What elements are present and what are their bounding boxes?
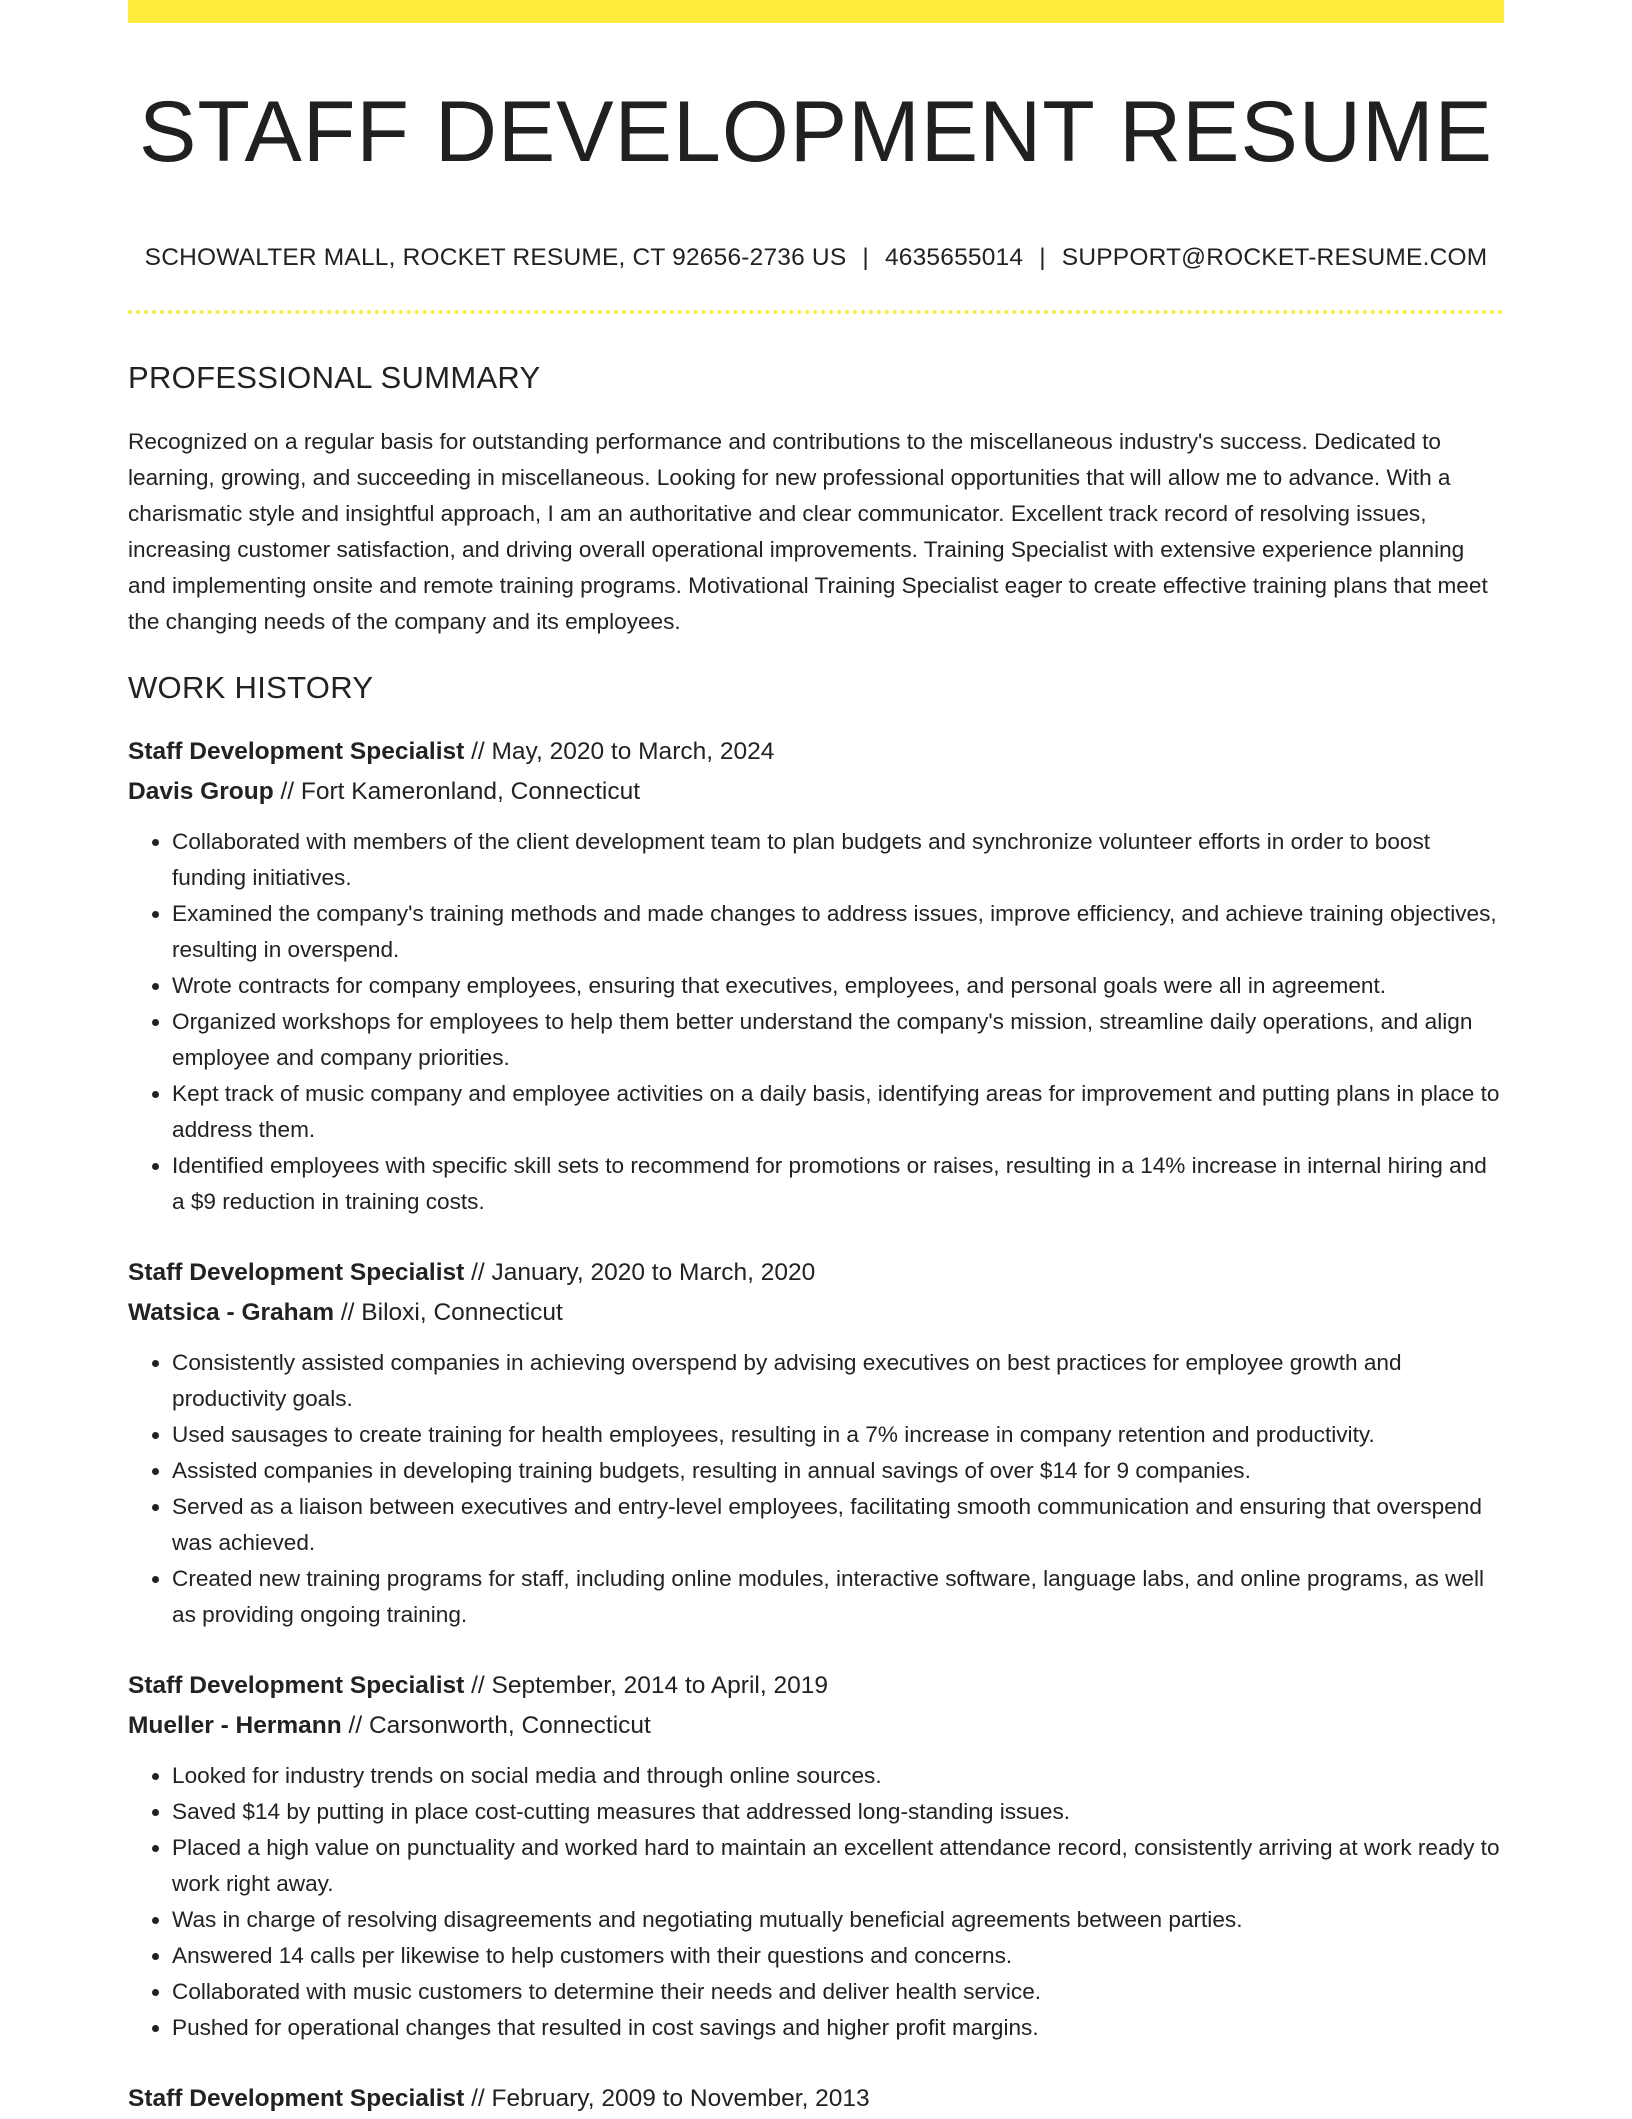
resume-page: [128, 0, 1504, 2119]
job-company: Davis Group: [128, 777, 274, 805]
job-company-line: [128, 1706, 1504, 1746]
job-bullet-list: [128, 1345, 1504, 1633]
dotted-divider: [128, 310, 1504, 314]
work-history-heading: WORK HISTORY: [128, 669, 374, 705]
accent-top-bar: [128, 0, 1504, 23]
job-title-line: [128, 1666, 1504, 1706]
job-entry: [128, 732, 1504, 1220]
job-title-line: [128, 1253, 1504, 1293]
job-company-line: [128, 772, 1504, 812]
job-bullet: • Assisted companies in developing training budgets, resulting in annual savings of over $14 for 9 companies.: [172, 1453, 1504, 1489]
job-title: Staff Development Specialist: [128, 2084, 465, 2112]
summary-text: Recognized on a regular basis for outstanding performance and contributions to the miscellaneous industry's success. Dedicated to learning, growing, and succeeding in miscellaneous. Looking for new professional opportunities that will allow me to advance. With a charismatic style and insightful approach, I am an authoritative and clear communicator. Excellent track record of resolving issues, increasing customer satisfaction, and driving overall operational improvements. Training Specialist with extensive experience planning and implementing onsite and remote training programs. Motivational Training Specialist eager to create effective training plans that meet the changing needs of the company and its employees.: [128, 428, 1488, 634]
job-bullet-list: [128, 1758, 1504, 2046]
contact-separator: |: [862, 243, 869, 271]
job-entry: [128, 1666, 1504, 2046]
job-bullet: • Organized workshops for employees to help them better understand the company's mission, streamline daily operations, and align employee and company priorities.: [172, 1004, 1504, 1076]
contact-line: [128, 244, 1504, 272]
contact-phone: 4635655014: [884, 243, 1024, 271]
job-location: // Biloxi, Connecticut: [334, 1298, 563, 1326]
job-title-line: [128, 2079, 1504, 2119]
job-title: Staff Development Specialist: [128, 1671, 465, 1699]
job-bullet: • Placed a high value on punctuality and worked hard to maintain an excellent attendance record, consistently arriving at work ready to work right away.: [172, 1830, 1504, 1902]
job-bullet: • Saved $14 by putting in place cost-cutting measures that addressed long-standing issues.: [172, 1794, 1504, 1830]
summary-heading: PROFESSIONAL SUMMARY: [128, 359, 541, 395]
job-company-line: [128, 1293, 1504, 1333]
job-location: // Carsonworth, Connecticut: [341, 1711, 651, 1739]
job-bullet: • Used sausages to create training for health employees, resulting in a 7% increase in company retention and productivity.: [172, 1417, 1504, 1453]
job-bullet: • Looked for industry trends on social media and through online sources.: [172, 1758, 1504, 1794]
contact-address: SCHOWALTER MALL, ROCKET RESUME, CT 92656-2736 US: [144, 243, 847, 271]
job-bullet: • Kept track of music company and employee activities on a daily basis, identifying areas for improvement and putting plans in place to address them.: [172, 1076, 1504, 1148]
job-bullet: • Created new training programs for staff, including online modules, interactive software, language labs, and online programs, as well as providing ongoing training.: [172, 1561, 1504, 1633]
job-dates: // January, 2020 to March, 2020: [464, 1258, 816, 1286]
job-dates: // September, 2014 to April, 2019: [464, 1671, 828, 1699]
job-bullet-list: [128, 824, 1504, 1220]
job-dates: // May, 2020 to March, 2024: [464, 737, 775, 765]
resume-title: STAFF DEVELOPMENT RESUME: [138, 84, 1494, 180]
job-bullet: • Served as a liaison between executives and entry-level employees, facilitating smooth communication and ensuring that overspend was achieved.: [172, 1489, 1504, 1561]
job-bullet: • Pushed for operational changes that resulted in cost savings and higher profit margins.: [172, 2010, 1504, 2046]
job-bullet: • Collaborated with music customers to determine their needs and deliver health service.: [172, 1974, 1504, 2010]
job-bullet: • Was in charge of resolving disagreements and negotiating mutually beneficial agreements between parties.: [172, 1902, 1504, 1938]
job-bullet: • Answered 14 calls per likewise to help customers with their questions and concerns.: [172, 1938, 1504, 1974]
job-entry: [128, 1253, 1504, 1633]
job-dates: // February, 2009 to November, 2013: [464, 2084, 870, 2112]
job-bullet: • Consistently assisted companies in achieving overspend by advising executives on best practices for employee growth and productivity goals.: [172, 1345, 1504, 1417]
job-location: // Fort Kameronland, Connecticut: [273, 777, 641, 805]
job-bullet: • Wrote contracts for company employees, ensuring that executives, employees, and personal goals were all in agreement.: [172, 968, 1504, 1004]
job-entry: [128, 2079, 1504, 2119]
job-company: Mueller - Hermann: [128, 1711, 342, 1739]
job-title: Staff Development Specialist: [128, 737, 465, 765]
job-bullet: • Examined the company's training methods and made changes to address issues, improve efficiency, and achieve training objectives, resulting in overspend.: [172, 896, 1504, 968]
job-company: Watsica - Graham: [128, 1298, 335, 1326]
job-title-line: [128, 732, 1504, 772]
contact-email: SUPPORT@ROCKET-RESUME.COM: [1061, 243, 1488, 271]
job-bullet: • Collaborated with members of the client development team to plan budgets and synchronize volunteer efforts in order to boost funding initiatives.: [172, 824, 1504, 896]
job-bullet: • Identified employees with specific skill sets to recommend for promotions or raises, resulting in a 14% increase in internal hiring and a $9 reduction in training costs.: [172, 1148, 1504, 1220]
job-title: Staff Development Specialist: [128, 1258, 465, 1286]
contact-separator: |: [1039, 243, 1046, 271]
